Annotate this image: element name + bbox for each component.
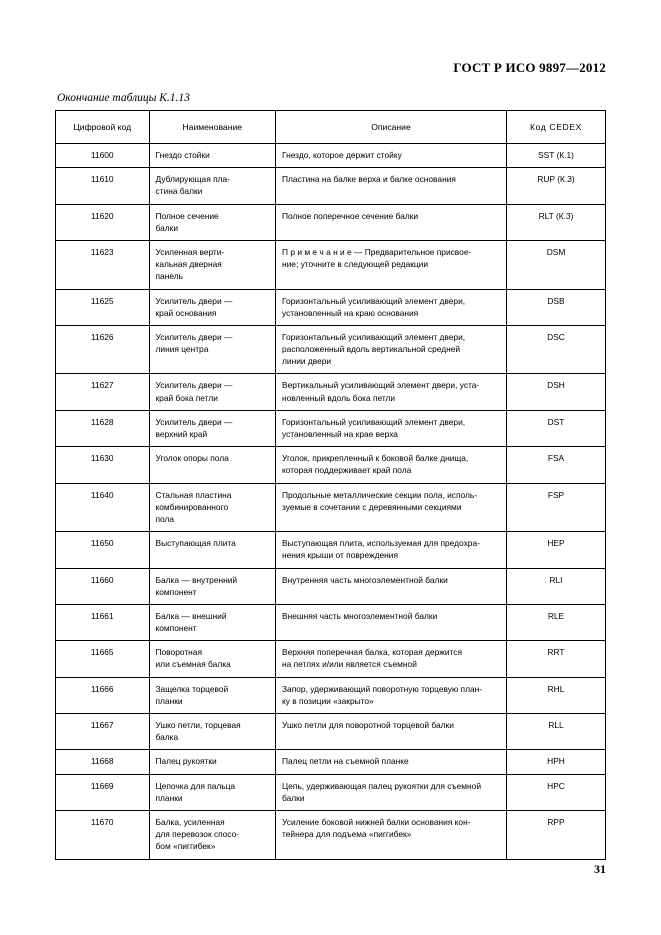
cell-description: Горизонтальный усиливающий элемент двери, установленный на крае верха	[276, 410, 507, 446]
cell-cedex: RRT	[507, 641, 606, 677]
cell-cedex: RLE	[507, 604, 606, 640]
cell-name: Гнездо стойки	[149, 144, 276, 168]
cell-name: Выступающая плита	[149, 532, 276, 568]
page-number: 31	[594, 862, 606, 876]
cell-code: 11630	[56, 447, 150, 483]
cell-name: Балка — внешний компонент	[149, 604, 276, 640]
cell-description: Усиление боковой нижней балки основания кон- тейнера для подъема «пиггибек»	[276, 810, 507, 859]
cell-cedex: RPP	[507, 810, 606, 859]
cell-description: Внутренняя часть многоэлементной балки	[276, 568, 507, 604]
cell-name: Балка, усиленная для перевозок спосо- бом «пиггибек»	[149, 810, 276, 859]
table-row	[56, 410, 606, 446]
cell-cedex: DSH	[507, 374, 606, 410]
cell-cedex: RLT (К.3)	[507, 204, 606, 240]
cell-cedex: HEP	[507, 532, 606, 568]
codes-table	[55, 110, 606, 860]
cell-code: 11666	[56, 677, 150, 713]
cell-name: Усилитель двери — линия центра	[149, 325, 276, 374]
table-row	[56, 374, 606, 410]
cell-cedex: RLL	[507, 714, 606, 750]
cell-name: Дублирующая пла- стина балки	[149, 168, 276, 204]
cell-code: 11640	[56, 483, 150, 532]
cell-code: 11623	[56, 240, 150, 289]
table-row	[56, 204, 606, 240]
column-header-cedex: Код CEDEX	[507, 111, 606, 144]
cell-cedex: DSC	[507, 325, 606, 374]
cell-cedex: FSP	[507, 483, 606, 532]
cell-code: 11665	[56, 641, 150, 677]
cell-code: 11628	[56, 410, 150, 446]
cell-cedex: RLI	[507, 568, 606, 604]
table-body	[56, 144, 606, 860]
cell-description: Продольные металлические секции пола, исполь- зуемые в сочетании с деревянными секциями	[276, 483, 507, 532]
table-row	[56, 240, 606, 289]
cell-cedex: DSM	[507, 240, 606, 289]
cell-code: 11610	[56, 168, 150, 204]
cell-code: 11668	[56, 750, 150, 774]
column-header-description: Описание	[276, 111, 507, 144]
cell-name: Палец рукоятки	[149, 750, 276, 774]
cell-description: Уголок, прикрепленный к боковой балке днища, которая поддерживает край пола	[276, 447, 507, 483]
cell-cedex: HPC	[507, 774, 606, 810]
table-row	[56, 289, 606, 325]
table-row	[56, 168, 606, 204]
cell-code: 11669	[56, 774, 150, 810]
cell-description: Верхняя поперечная балка, которая держится на петлях и/или является съемной	[276, 641, 507, 677]
cell-description: Цепь, удерживающая палец рукоятки для съемной балки	[276, 774, 507, 810]
table-row	[56, 774, 606, 810]
cell-cedex: DST	[507, 410, 606, 446]
cell-code: 11620	[56, 204, 150, 240]
cell-code: 11661	[56, 604, 150, 640]
cell-name: Усилитель двери — верхний край	[149, 410, 276, 446]
cell-description: Внешняя часть многоэлементной балки	[276, 604, 507, 640]
cell-name: Усилитель двери — край бока петли	[149, 374, 276, 410]
standard-header: ГОСТ Р ИСО 9897—2012	[453, 60, 606, 75]
table-row	[56, 325, 606, 374]
cell-description: П р и м е ч а н и е — Предварительное присвое- ние; уточните в следующей редакции	[276, 240, 507, 289]
table-row	[56, 568, 606, 604]
cell-cedex: DSB	[507, 289, 606, 325]
column-header-code: Цифровой код	[56, 111, 150, 144]
cell-name: Стальная пластина комбинированного пола	[149, 483, 276, 532]
cell-description: Горизонтальный усиливающий элемент двери, установленный на краю основания	[276, 289, 507, 325]
cell-code: 11670	[56, 810, 150, 859]
cell-cedex: RUP (К.3)	[507, 168, 606, 204]
cell-cedex: SST (К.1)	[507, 144, 606, 168]
cell-description: Выступающая плита, используемая для предохра- нения крыши от повреждения	[276, 532, 507, 568]
table-header-row	[56, 111, 606, 144]
cell-code: 11660	[56, 568, 150, 604]
cell-code: 11625	[56, 289, 150, 325]
table-row	[56, 532, 606, 568]
table-row	[56, 483, 606, 532]
cell-name: Уголок опоры пола	[149, 447, 276, 483]
cell-description: Ушко петли для поворотной торцевой балки	[276, 714, 507, 750]
cell-description: Горизонтальный усиливающий элемент двери, расположенный вдоль вертикальной средней линии двери	[276, 325, 507, 374]
cell-name: Усиленная верти- кальная дверная панель	[149, 240, 276, 289]
cell-cedex: HPH	[507, 750, 606, 774]
cell-description: Палец петли на съемной планке	[276, 750, 507, 774]
table-head	[56, 111, 606, 144]
table-row	[56, 447, 606, 483]
table-row	[56, 750, 606, 774]
cell-cedex: FSA	[507, 447, 606, 483]
table-row	[56, 677, 606, 713]
cell-description: Полное поперечное сечение балки	[276, 204, 507, 240]
cell-name: Полное сечение балки	[149, 204, 276, 240]
table-row	[56, 810, 606, 859]
cell-name: Цепочка для пальца планки	[149, 774, 276, 810]
table-row	[56, 144, 606, 168]
cell-description: Запор, удерживающий поворотную торцевую план- ку в позиции «закрыто»	[276, 677, 507, 713]
cell-code: 11667	[56, 714, 150, 750]
table-row	[56, 604, 606, 640]
cell-name: Ушко петли, торцевая балка	[149, 714, 276, 750]
table-caption: Окончание таблицы К.1.13	[57, 92, 190, 104]
cell-name: Балка — внутренний компонент	[149, 568, 276, 604]
cell-code: 11600	[56, 144, 150, 168]
table-row	[56, 714, 606, 750]
cell-description: Вертикальный усиливающий элемент двери, уста- новленный вдоль бока петли	[276, 374, 507, 410]
table-row	[56, 641, 606, 677]
column-header-name: Наименование	[149, 111, 276, 144]
cell-code: 11627	[56, 374, 150, 410]
cell-name: Усилитель двери — край основания	[149, 289, 276, 325]
cell-name: Защелка торцевой планки	[149, 677, 276, 713]
cell-description: Пластина на балке верха и балке основания	[276, 168, 507, 204]
cell-code: 11650	[56, 532, 150, 568]
cell-code: 11626	[56, 325, 150, 374]
cell-name: Поворотная или съемная балка	[149, 641, 276, 677]
cell-cedex: RHL	[507, 677, 606, 713]
cell-description: Гнездо, которое держит стойку	[276, 144, 507, 168]
